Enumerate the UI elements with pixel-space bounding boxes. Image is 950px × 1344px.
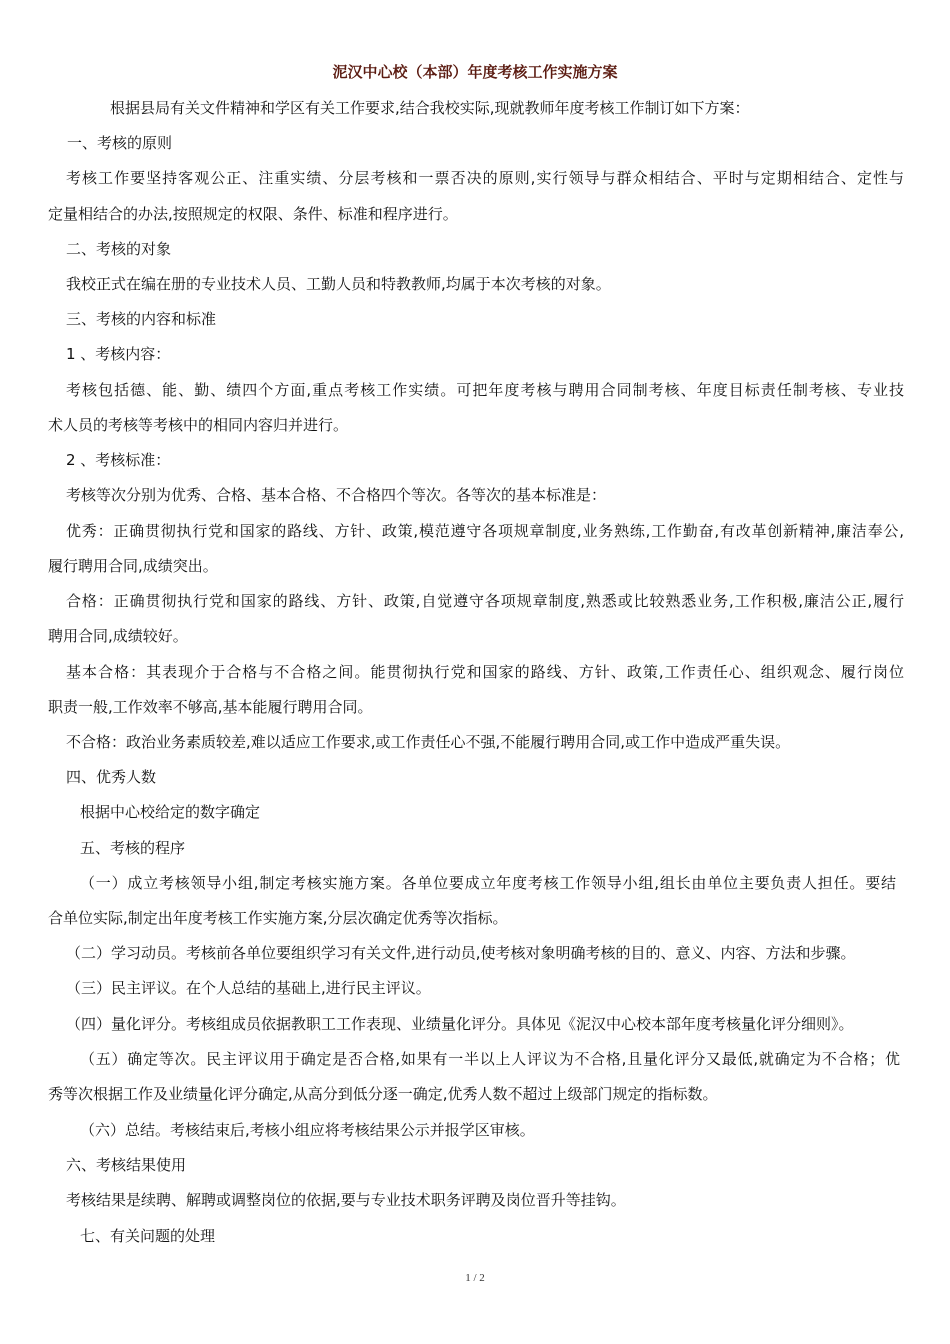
paragraph-line: 我校正式在编在册的专业技术人员、工勤人员和特教教师,均属于本次考核的对象。 [66, 275, 611, 293]
paragraph-line: 职责一般,工作效率不够高,基本能履行聘用合同。 [48, 698, 373, 716]
section-heading: 一、考核的原则 [67, 134, 173, 152]
section-heading: 二、考核的对象 [66, 240, 172, 258]
paragraph-line: 履行聘用合同,成绩突出。 [48, 557, 218, 575]
document-title: 泥汉中心校（本部）年度考核工作实施方案 [332, 63, 618, 81]
standard-unqualified: 不合格：政治业务素质较差,难以适应工作要求,或工作责任心不强,不能履行聘用合同,或工作中造成严重失误。 [66, 733, 791, 751]
standard-basic: 基本合格：其表现介于合格与不合格之间。能贯彻执行党和国家的路线、方针、政策,工作责任心、组织观念、履行岗位 [66, 663, 904, 681]
paragraph-line: 考核等次分别为优秀、合格、基本合格、不合格四个等次。各等次的基本标准是： [66, 486, 607, 504]
paragraph-line: 考核工作要坚持客观公正、注重实绩、分层考核和一票否决的原则,实行领导与群众相结合、平时与定期相结合、定性与 [66, 169, 904, 187]
intro-paragraph: 根据县局有关文件精神和学区有关工作要求,结合我校实际,现就教师年度考核工作制订如下方案： [110, 99, 750, 117]
subsection-heading: 2 、考核标准： [66, 451, 171, 469]
section-heading: 四、优秀人数 [66, 768, 157, 786]
paragraph-line: 考核包括德、能、勤、绩四个方面,重点考核工作实绩。可把年度考核与聘用合同制考核、年度目标责任制考核、专业技 [66, 381, 904, 399]
procedure-step: （一）成立考核领导小组,制定考核实施方案。各单位要成立年度考核工作领导小组,组长由单位主要负责人担任。要结 [80, 874, 896, 892]
procedure-step: （三）民主评议。在个人总结的基础上,进行民主评议。 [66, 979, 431, 997]
page-number: 1 / 2 [465, 1272, 485, 1284]
section-heading: 七、有关问题的处理 [80, 1227, 216, 1245]
section-heading: 五、考核的程序 [80, 839, 186, 857]
standard-qualified: 合格：正确贯彻执行党和国家的路线、方针、政策,自觉遵守各项规章制度,熟悉或比较熟悉业务,工作积极,廉洁公正,履行 [66, 592, 904, 610]
subsection-heading: 1 、考核内容： [66, 345, 171, 363]
procedure-step: （二）学习动员。考核前各单位要组织学习有关文件,进行动员,使考核对象明确考核的目的、意义、内容、方法和步骤。 [66, 944, 856, 962]
paragraph-line: 考核结果是续聘、解聘或调整岗位的依据,要与专业技术职务评聘及岗位晋升等挂钩。 [66, 1191, 626, 1209]
procedure-step: （五）确定等次。民主评议用于确定是否合格,如果有一半以上人评议为不合格,且量化评分又最低,就确定为不合格；优 [80, 1050, 900, 1068]
paragraph-line: 秀等次根据工作及业绩量化评分确定,从高分到低分逐一确定,优秀人数不超过上级部门规定的指标数。 [48, 1085, 718, 1103]
section-heading: 六、考核结果使用 [66, 1156, 187, 1174]
paragraph-line: 定量相结合的办法,按照规定的权限、条件、标准和程序进行。 [48, 205, 458, 223]
paragraph-line: 术人员的考核等考核中的相同内容归并进行。 [48, 416, 349, 434]
section-heading: 三、考核的内容和标准 [66, 310, 217, 328]
procedure-step: （六）总结。考核结束后,考核小组应将考核结果公示并报学区审核。 [80, 1121, 535, 1139]
standard-excellent: 优秀：正确贯彻执行党和国家的路线、方针、政策,模范遵守各项规章制度,业务熟练,工作勤奋,有改革创新精神,廉洁奉公, [66, 522, 904, 540]
paragraph-line: 聘用合同,成绩较好。 [48, 627, 188, 645]
procedure-step: （四）量化评分。考核组成员依据教职工工作表现、业绩量化评分。具体见《泥汉中心校本部年度考核量化评分细则》。 [66, 1015, 854, 1033]
paragraph-line: 根据中心校给定的数字确定 [80, 803, 261, 821]
paragraph-line: 合单位实际,制定出年度考核工作实施方案,分层次确定优秀等次指标。 [48, 909, 508, 927]
